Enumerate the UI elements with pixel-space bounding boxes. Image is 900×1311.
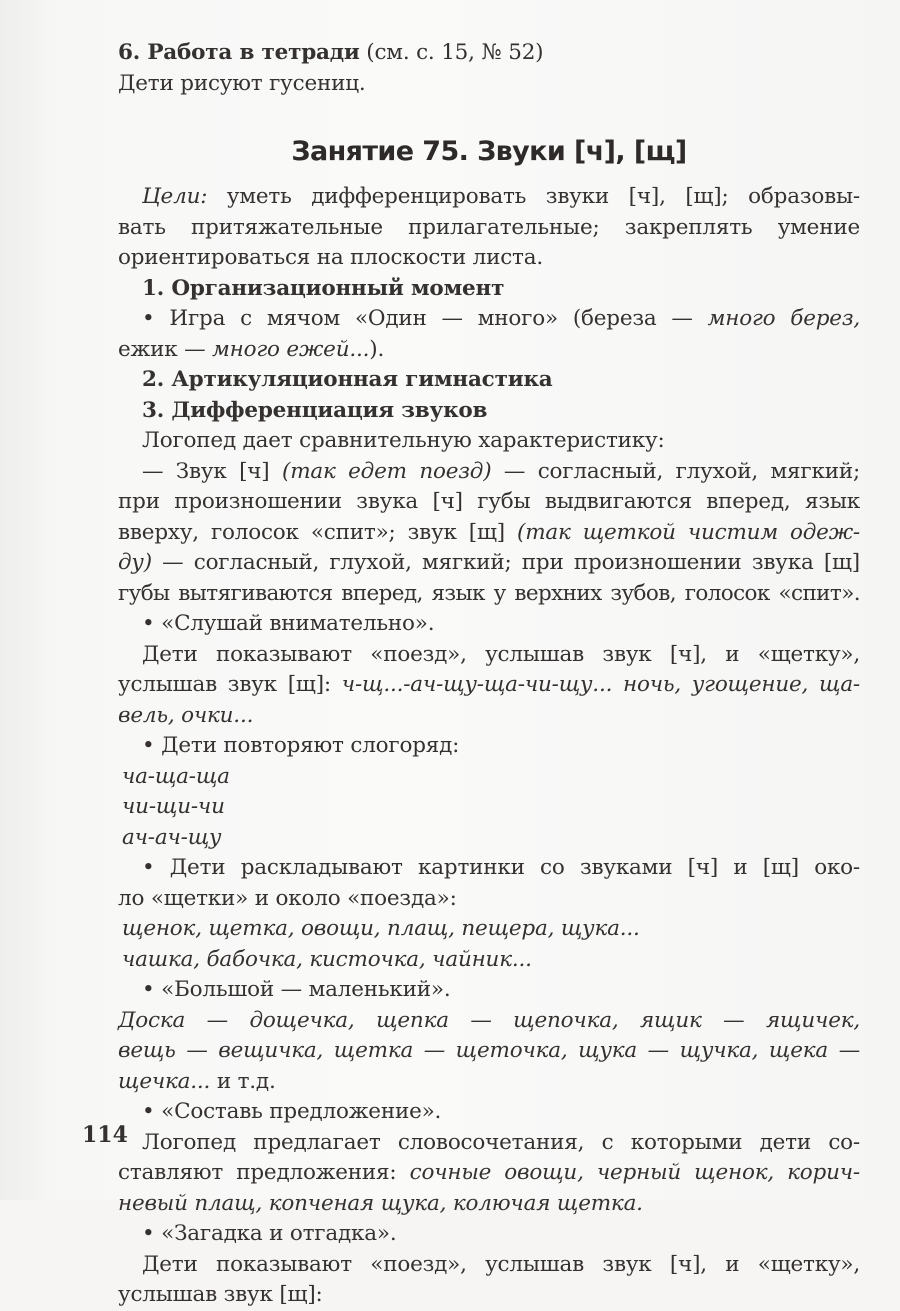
game-listen-line: услышав звук [щ]: ч-щ...-ач-щу-ща-чи-щу... ночь, угощение, ща- bbox=[118, 672, 860, 697]
game-listen-line: Дети показывают «поезд», услышав звук [ч], и «щетку», bbox=[142, 641, 860, 667]
game-listen-line: вель, очки... bbox=[118, 702, 254, 728]
game-sentence-line: ставляют предложения: сочные овощи, черный щенок, корич- bbox=[118, 1160, 860, 1185]
game-size-line: вещь — вещичка, щетка — щеточка, щука — щучка, щека — bbox=[118, 1038, 860, 1063]
sort-words: щенок, щетка, овощи, плащ, пещера, щука... bbox=[122, 916, 640, 941]
sort-words: чашка, бабочка, кисточка, чайник... bbox=[122, 946, 532, 972]
step-1-line: • Игра с мячом «Один — много» (береза — много берез, bbox=[142, 306, 860, 331]
characteristic-line: — Звук [ч] (так едет поезд) — согласный, глухой, мягкий; bbox=[142, 458, 860, 484]
characteristic-line: при произношении звука [ч] губы выдвигаются вперед, язык bbox=[118, 489, 860, 514]
characteristic-line: вверху, голосок «спит»; звук [щ] (так щеткой чистим одеж- bbox=[118, 519, 860, 545]
repeat-title: • Дети повторяют слогоряд: bbox=[142, 733, 460, 758]
goals-label: Цели: bbox=[142, 184, 208, 209]
step-2-heading: 2. Артикуляционная гимнастика bbox=[142, 367, 553, 392]
game-riddle-line: Дети показывают «поезд», услышав звук [ч], и «щетку», bbox=[142, 1251, 860, 1277]
lesson-goals: Цели: уметь дифференцировать звуки [ч], [щ]; образовы- вать притяжательные прилагательные; закреплять умение ориентироваться на плоскости листа. 1. Организационный момент • Игра с мячом «Один — много» (береза — много берез, ежик — много ежей...). 2. Артикуляционная гимнастика 3. Дифференциация звуков Логопед дает сравнительную характеристику: — Звук [ч] (так едет поезд) — согласный, глухой, мягкий; при произношении звука [ч] губы выдвигаются вперед, язык вверху, голосок «спит»; звук [щ] (так щеткой чистим одеж- ду) — согласный, глухой, мягкий; при произношении звука [щ] губы вытягиваются вперед, язык у верхних зубов, голосок «спит». • «Слушай внимательно». Дети показывают «поезд», услышав звук [ч], и «щетку», услышав звук [щ]: ч-щ...-ач-щу-ща-чи-щу... ночь, угощение, ща- вель, очки... • Дети повторяют слогоряд: ча-ща-ща чи-щи-чи ач-ач-щу • Дети раскладывают картинки со звуками [ч] и [щ] око- ло «щетки» и около «поезда»: щенок, щетка, овощи, плащ, пещера, щука... чашка, бабочка, кисточка, чайник... • «Большой — маленький». Доска — дощечка, щепка — щепочка, ящик — ящичек, вещь — вещичка, щетка — щеточка, щука — щучка, щека — щечка... и т.д. • «Составь предложение». Логопед предлагает словосочетания, с которыми дети со- ставляют предложения: сочные овощи, черный щенок, корич- невый плащ, копченая щука, колючая щетка. • «Загадка и отгадка». Дети показывают «поезд», услышав звук [ч], и «щетку», услышав звук [щ]: bbox=[118, 182, 860, 1311]
section-6 bbox=[118, 38, 860, 99]
game-size-line: щечка... и т.д. bbox=[118, 1068, 276, 1094]
characteristic-line: ду) — согласный, глухой, мягкий; при произношении звука [щ] bbox=[118, 550, 860, 575]
step-3-intro: Логопед дает сравнительную характеристику: bbox=[142, 428, 665, 453]
sort-line: • Дети раскладывают картинки со звуками [ч] и [щ] око- bbox=[142, 855, 860, 880]
section-6-reference: (см. с. 15, № 52) bbox=[359, 40, 544, 65]
game-sentence-line: невый плащ, копченая щука, колючая щетка. bbox=[118, 1190, 643, 1216]
sort-line: ло «щетки» и около «поезда»: bbox=[118, 885, 457, 911]
game-riddle-title: • «Загадка и отгадка». bbox=[142, 1221, 397, 1246]
syllable-row: ча-ща-ща bbox=[122, 763, 230, 789]
section-6-text: Дети рисуют гусениц. bbox=[118, 70, 366, 96]
section-6-heading: 6. Работа в тетради bbox=[118, 40, 360, 65]
game-listen-title: • «Слушай внимательно». bbox=[142, 611, 435, 636]
syllable-row: чи-щи-чи bbox=[122, 794, 225, 819]
game-size-title: • «Большой — маленький». bbox=[142, 977, 451, 1002]
game-sentence-title: • «Составь предложение». bbox=[142, 1099, 442, 1124]
syllable-row: ач-ач-щу bbox=[122, 824, 222, 850]
game-sentence-line: Логопед предлагает словосочетания, с которыми дети со- bbox=[142, 1129, 860, 1155]
page-number: 114 bbox=[82, 1122, 128, 1148]
game-riddle-line: услышав звук [щ]: bbox=[118, 1282, 323, 1307]
lesson-title: Занятие 75. Звуки [ч], [щ] bbox=[291, 136, 687, 167]
game-size-line: Доска — дощечка, щепка — щепочка, ящик — ящичек, bbox=[118, 1007, 860, 1033]
step-1-heading: 1. Организационный момент bbox=[142, 275, 505, 301]
characteristic-line: губы вытягиваются вперед, язык у верхних зубов, голосок «спит». bbox=[118, 580, 860, 606]
step-3-heading: 3. Дифференциация звуков bbox=[142, 397, 488, 423]
step-1-line: ежик — много ежей...). bbox=[118, 336, 385, 362]
